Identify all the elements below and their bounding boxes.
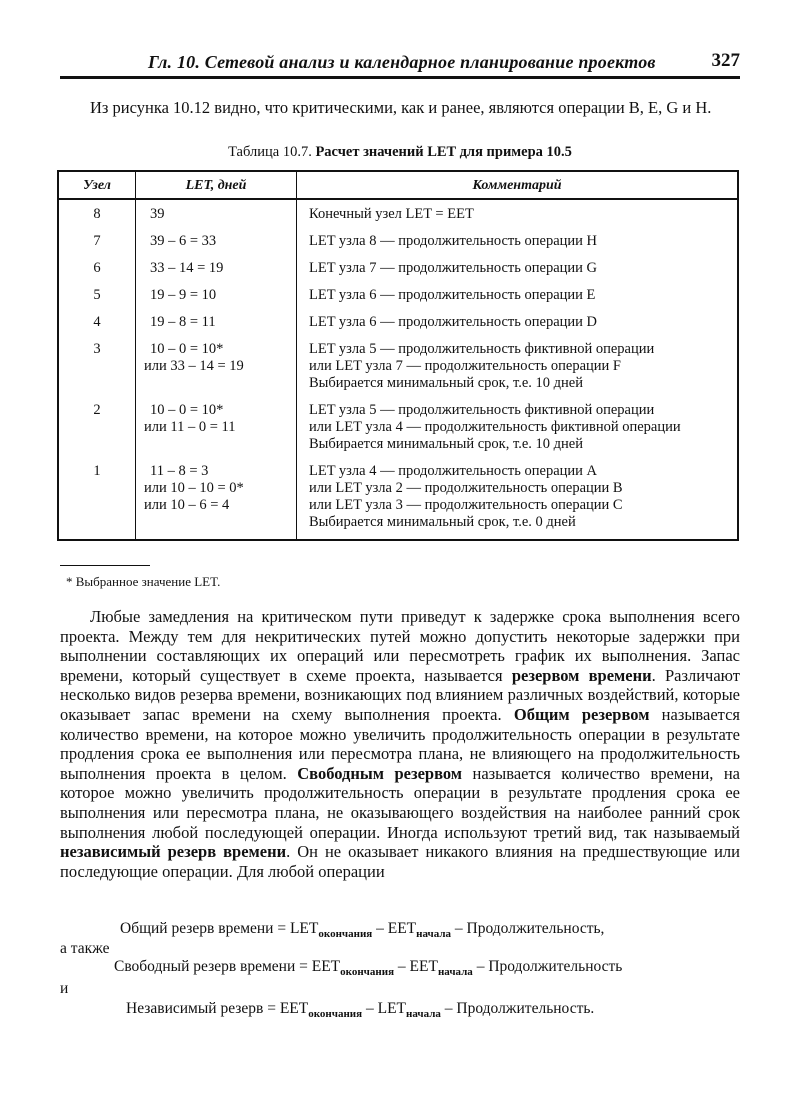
comment-line: LET узла 8 — продолжительность операции H bbox=[309, 233, 598, 249]
comment-line: LET узла 6 — продолжительность операции D bbox=[309, 314, 598, 330]
formula-total-reserve bbox=[120, 920, 604, 940]
formula-mid: – EET bbox=[372, 920, 417, 937]
cell-let bbox=[136, 281, 297, 308]
cell-node: 5 bbox=[58, 281, 136, 308]
table-row bbox=[58, 281, 738, 308]
body-text-2: . Различают несколько видов резерва времени, возникающих под влиянием различных воздействий, которые оказывает запас времени на схему выполнения проекта. bbox=[60, 665, 740, 724]
term-total-reserve: Общим резервом bbox=[513, 704, 650, 724]
let-line: или 10 – 6 = 4 bbox=[144, 497, 230, 513]
table-caption-label: Таблица 10.7. bbox=[228, 144, 312, 160]
cell-comment bbox=[297, 199, 739, 227]
chapter-title: Гл. 10. Сетевой анализ и календарное планирование проектов bbox=[148, 52, 656, 72]
let-line: 39 – 6 = 33 bbox=[150, 233, 217, 249]
cell-let bbox=[136, 227, 297, 254]
cell-let bbox=[136, 254, 297, 281]
formula-lhs: Общий резерв времени = LET bbox=[120, 920, 319, 937]
comment-line: Выбирается минимальный срок, т.е. 0 дней bbox=[309, 514, 576, 530]
table-row bbox=[58, 199, 738, 227]
column-header-node: Узел bbox=[58, 171, 136, 199]
let-line: 10 – 0 = 10* bbox=[150, 341, 224, 357]
cell-comment bbox=[297, 227, 739, 254]
table-row bbox=[58, 335, 738, 396]
page-number: 327 bbox=[711, 50, 740, 71]
cell-node: 8 bbox=[58, 199, 136, 227]
intro-paragraph: Из рисунка 10.12 видно, что критическими, как и ранее, являются операции B, E, G и H. bbox=[90, 98, 712, 117]
let-line: или 33 – 14 = 19 bbox=[144, 358, 244, 374]
cell-let bbox=[136, 199, 297, 227]
footnote-divider bbox=[60, 565, 150, 566]
comment-line: Выбирается минимальный срок, т.е. 10 дней bbox=[309, 436, 583, 452]
cell-node: 7 bbox=[58, 227, 136, 254]
table-caption bbox=[60, 144, 740, 161]
body-text-4: называется количество времени, на которое можно увеличить продолжительность операции в результате продления срока ее выполнения или пересмотра плана, не оказывающего воздействия на наиболее ранний срок выполнения любой последующей операции. Иногда используют третий вид, так называемый bbox=[60, 763, 741, 842]
cell-comment bbox=[297, 335, 739, 396]
let-line: 19 – 9 = 10 bbox=[150, 287, 217, 303]
let-line: 33 – 14 = 19 bbox=[150, 260, 224, 276]
table-row bbox=[58, 227, 738, 254]
table-row bbox=[58, 308, 738, 335]
let-line: или 10 – 10 = 0* bbox=[144, 480, 244, 496]
cell-comment bbox=[297, 308, 739, 335]
let-line: или 11 – 0 = 11 bbox=[144, 419, 236, 435]
let-line: 19 – 8 = 11 bbox=[150, 314, 216, 330]
column-header-comment: Комментарий bbox=[297, 171, 739, 199]
comment-line: или LET узла 4 — продолжительность фиктивной операции bbox=[309, 419, 681, 435]
body-text-1: Любые замедления на критическом пути приведут к задержке срока выполнения всего проекта. Между тем для некритических путей можно допустить некоторые задержки при выполнении составляющих их операций или пересмотреть график их выполнения. Запас времени, который существует в схеме проекта, называется bbox=[60, 607, 740, 685]
term-reserve-time: резервом времени bbox=[511, 665, 652, 685]
formula-subscript: окончания bbox=[340, 966, 395, 978]
cell-comment bbox=[297, 457, 739, 540]
formula-subscript: окончания bbox=[318, 928, 373, 940]
body-text-3: называется количество времени, на которое можно увеличить продолжительность операции в результате продления срока ее выполнения или пересмотра плана, не влияющего на продолжительность выполнения проекта в целом. bbox=[60, 704, 740, 783]
formula-free-reserve bbox=[114, 958, 622, 978]
let-line: 10 – 0 = 10* bbox=[150, 402, 224, 418]
formula-rhs: – Продолжительность. bbox=[440, 1000, 595, 1017]
cell-comment bbox=[297, 254, 739, 281]
cell-node: 2 bbox=[58, 396, 136, 457]
conjunction-and: и bbox=[60, 980, 69, 997]
comment-line: или LET узла 7 — продолжительность операции F bbox=[309, 358, 621, 374]
column-header-let: LET, дней bbox=[136, 171, 297, 199]
table-row bbox=[58, 396, 738, 457]
body-paragraph bbox=[60, 607, 740, 881]
formula-lhs: Свободный резерв времени = EET bbox=[114, 958, 341, 975]
table-row bbox=[58, 457, 738, 540]
cell-let bbox=[136, 396, 297, 457]
comment-line: LET узла 7 — продолжительность операции G bbox=[309, 260, 598, 276]
table-footnote: * Выбранное значение LET. bbox=[66, 574, 221, 589]
comment-line: или LET узла 3 — продолжительность операции C bbox=[309, 497, 623, 513]
comment-line: LET узла 4 — продолжительность операции A bbox=[309, 463, 598, 479]
term-independent-reserve: независимый резерв времени bbox=[60, 842, 287, 862]
cell-node: 1 bbox=[58, 457, 136, 540]
formula-subscript: начала bbox=[416, 928, 452, 940]
formula-mid: – EET bbox=[394, 958, 438, 975]
cell-comment bbox=[297, 396, 739, 457]
conjunction-also: а также bbox=[60, 940, 110, 957]
cell-node: 4 bbox=[58, 308, 136, 335]
table-header-row bbox=[58, 171, 738, 199]
formula-subscript: окончания bbox=[308, 1008, 363, 1020]
formula-lhs: Независимый резерв = EET bbox=[126, 1000, 309, 1017]
formula-subscript: начала bbox=[406, 1008, 441, 1020]
cell-let bbox=[136, 335, 297, 396]
table-caption-title: Расчет значений LET для примера 10.5 bbox=[315, 144, 572, 160]
let-line: 11 – 8 = 3 bbox=[150, 463, 209, 479]
cell-let bbox=[136, 457, 297, 540]
comment-line: LET узла 5 — продолжительность фиктивной операции bbox=[309, 402, 655, 418]
comment-line: Выбирается минимальный срок, т.е. 10 дней bbox=[309, 375, 583, 391]
table-row bbox=[58, 254, 738, 281]
formula-mid: – LET bbox=[362, 1000, 407, 1017]
comment-line: LET узла 6 — продолжительность операции E bbox=[309, 287, 596, 303]
cell-comment bbox=[297, 281, 739, 308]
comment-line: LET узла 5 — продолжительность фиктивной операции bbox=[309, 341, 655, 357]
running-header bbox=[60, 50, 740, 79]
let-line: 39 bbox=[150, 206, 165, 222]
let-calculation-table bbox=[57, 170, 739, 541]
cell-node: 3 bbox=[58, 335, 136, 396]
body-text-5: . Он не оказывает никакого влияния на предшествующие или последующие операции. Для любой операции bbox=[60, 842, 740, 881]
comment-line: Конечный узел LET = EET bbox=[309, 206, 474, 222]
term-free-reserve: Свободным резервом bbox=[297, 763, 463, 783]
comment-line: или LET узла 2 — продолжительность операции B bbox=[309, 480, 623, 496]
formula-subscript: начала bbox=[437, 966, 473, 978]
formula-rhs: – Продолжительность, bbox=[451, 920, 605, 937]
cell-let bbox=[136, 308, 297, 335]
cell-node: 6 bbox=[58, 254, 136, 281]
formula-rhs: – Продолжительность bbox=[472, 958, 623, 975]
formula-independent-reserve bbox=[126, 1000, 594, 1020]
